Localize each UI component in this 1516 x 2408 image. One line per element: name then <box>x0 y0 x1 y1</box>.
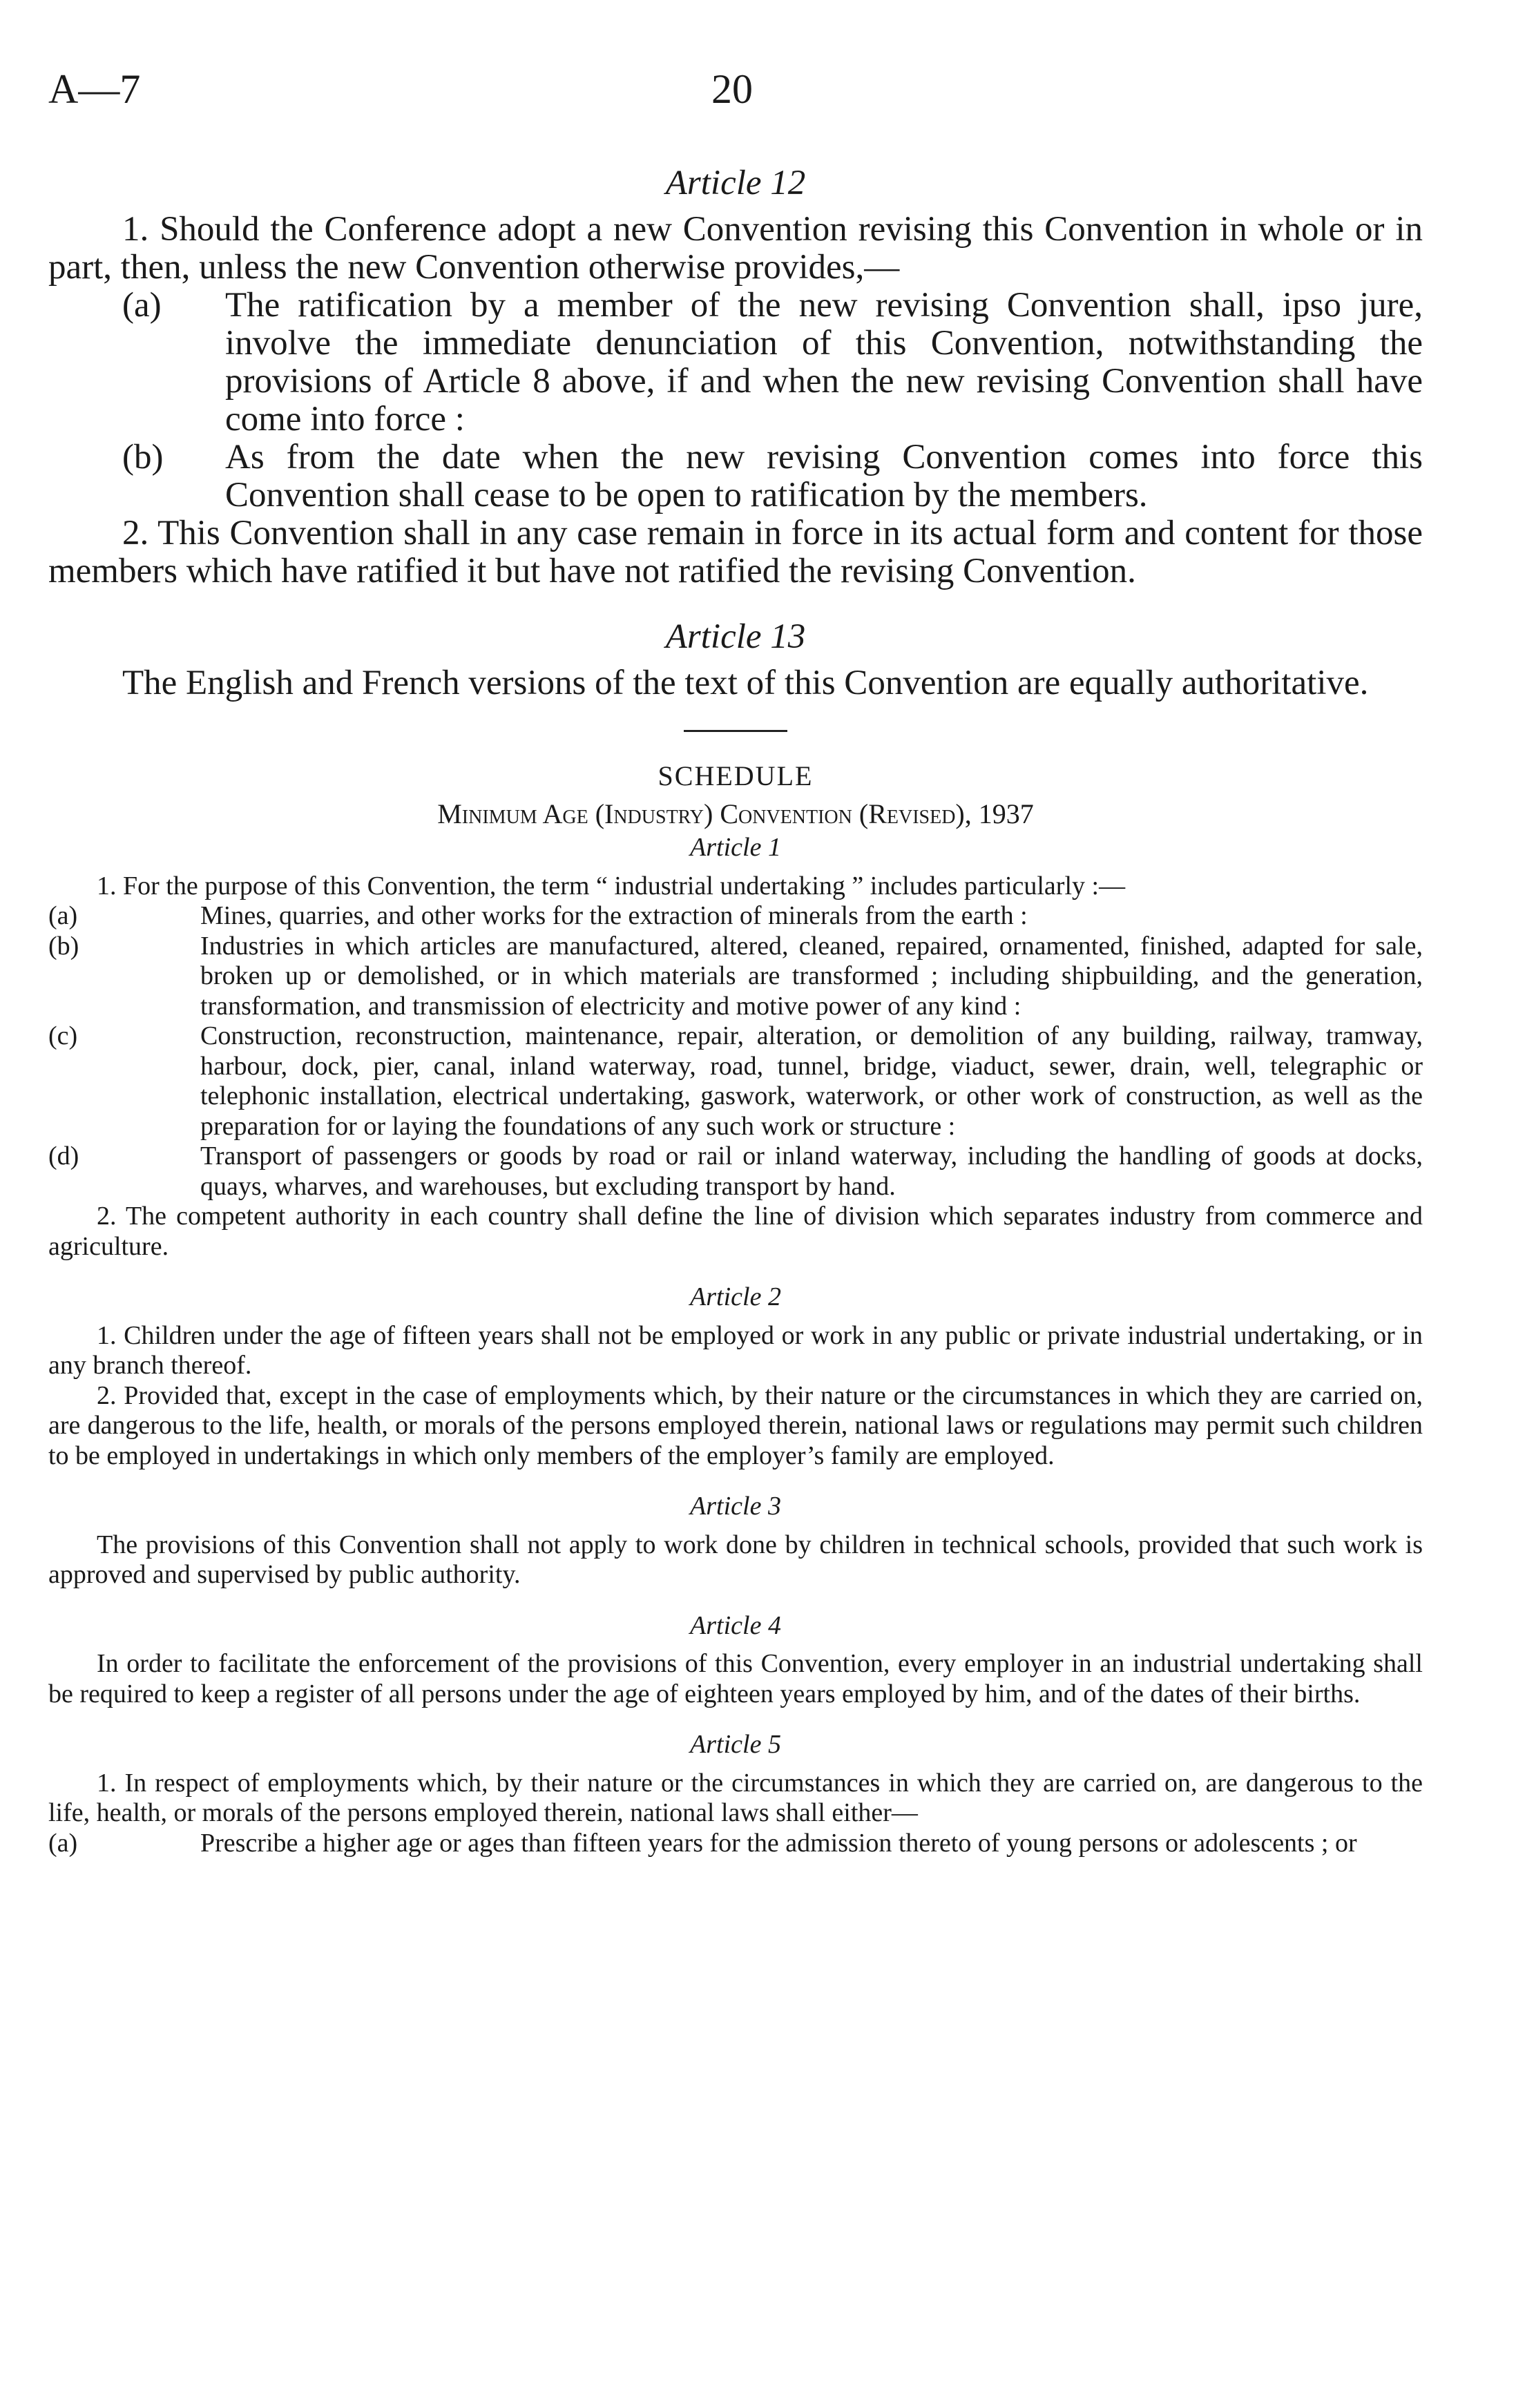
item-text: Prescribe a higher age or ages than fifteen years for the admission thereto of young persons or adolescents ; or <box>200 1828 1357 1858</box>
item-text: Industries in which articles are manufactured, altered, cleaned, repaired, ornamented, finished, adapted for sale, broken up or demolished, or in which materials are transformed ; including shipbuilding, and the generation, transformation, and transmission of electricity and motive power of any kind : <box>200 931 1423 1021</box>
schedule-subtitle: Minimum Age (Industry) Convention (Revised), 1937 <box>437 798 1034 829</box>
item-label: (a) <box>48 901 78 930</box>
item-text: As from the date when the new revising Convention comes into force this Convention shall cease to be open to ratification by the members. <box>225 438 1423 514</box>
schedule-article-1-item-a <box>48 901 1423 932</box>
item-label: (d) <box>48 1142 79 1171</box>
page-content <box>48 152 1423 1858</box>
article-12-item-a <box>48 287 1423 439</box>
schedule-article-3-heading: Article 3 <box>690 1492 781 1521</box>
item-text: Transport of passengers or goods by road or rail or inland waterway, including the handling of goods at docks, quays, wharves, and warehouses, but excluding transport by hand. <box>200 1142 1423 1201</box>
article-12-item-b <box>48 439 1423 514</box>
schedule-article-2-heading: Article 2 <box>690 1282 781 1311</box>
item-text: Mines, quarries, and other works for the extraction of minerals from the earth : <box>200 901 1028 930</box>
schedule-article-1-para-1: 1. For the purpose of this Convention, the term “ industrial undertaking ” includes particularly :— <box>97 871 1126 900</box>
item-label: (b) <box>48 931 79 961</box>
schedule-article-4-text: In order to facilitate the enforcement of the provisions of this Convention, every employer in an industrial undertaking shall be required to keep a register of all persons under the age of eighteen years employed by him, and of the dates of their births. <box>48 1649 1423 1708</box>
item-label: (a) <box>122 286 162 325</box>
schedule-article-2-para-1: 1. Children under the age of fifteen years shall not be employed or work in any public or private industrial undertaking, or in any branch thereof. <box>48 1320 1423 1380</box>
article-12-heading: Article 12 <box>665 164 806 202</box>
item-label: (c) <box>48 1021 78 1050</box>
schedule-article-2-para-2: 2. Provided that, except in the case of employments which, by their nature or the circumstances in which they are carried on, are dangerous to the life, health, or morals of the persons employed therein, national laws or regulations may permit such children to be employed in undertakings in which only members of the employer’s family are employed. <box>48 1380 1423 1470</box>
page-number: 20 <box>711 66 753 112</box>
schedule-article-5-item-a <box>48 1829 1423 1859</box>
article-12-para-1: 1. Should the Conference adopt a new Convention revising this Convention in whole or in part, then, unless the new Convention otherwise provides,— <box>48 210 1423 287</box>
schedule-article-1-item-b <box>48 932 1423 1022</box>
schedule-article-3-text: The provisions of this Convention shall not apply to work done by children in technical schools, provided that such work is approved and supervised by public authority. <box>48 1530 1423 1589</box>
item-text: Construction, reconstruction, maintenance, repair, alteration, or demolition of any building, railway, tramway, harbour, dock, pier, canal, inland waterway, road, tunnel, bridge, viaduct, sewer, drain, well, telegraphic or telephonic installation, electrical undertaking, gaswork, waterwork, or other work of construction, as well as the preparation for or laying the foundations of any such work or structure : <box>200 1021 1423 1141</box>
article-12-section <box>48 164 1423 702</box>
article-13-heading: Article 13 <box>665 617 806 656</box>
item-text: The ratification by a member of the new revising Convention shall, ipso jure, involve the immediate denunciation of this Convention, notwithstanding the provisions of Article 8 above, if and when the new revising Convention shall have come into force : <box>225 286 1423 439</box>
schedule-body <box>48 833 1423 1858</box>
article-13-text: The English and French versions of the text of this Convention are equally authoritative. <box>122 664 1369 702</box>
page-header <box>48 66 1423 128</box>
schedule-title: SCHEDULE <box>658 760 814 791</box>
schedule-article-1-item-c <box>48 1021 1423 1142</box>
schedule-article-1-heading: Article 1 <box>690 833 781 862</box>
article-12-para-2: 2. This Convention shall in any case remain in force in its actual form and content for those members which have ratified it but have not ratified the revising Convention. <box>48 514 1423 590</box>
section-divider <box>684 730 787 732</box>
item-label: (a) <box>48 1828 78 1858</box>
schedule-article-4-heading: Article 4 <box>690 1610 781 1640</box>
schedule-article-1-item-d <box>48 1142 1423 1202</box>
item-label: (b) <box>122 438 164 476</box>
schedule-article-5-heading: Article 5 <box>690 1730 781 1759</box>
schedule-article-1-para-2: 2. The competent authority in each country shall define the line of division which separates industry from commerce and agriculture. <box>48 1202 1423 1261</box>
document-id: A—7 <box>48 66 141 112</box>
schedule-article-5-para-1: 1. In respect of employments which, by their nature or the circumstances in which they are carried on, are dangerous to the life, health, or morals of the persons employed therein, national laws shall either— <box>48 1768 1423 1827</box>
